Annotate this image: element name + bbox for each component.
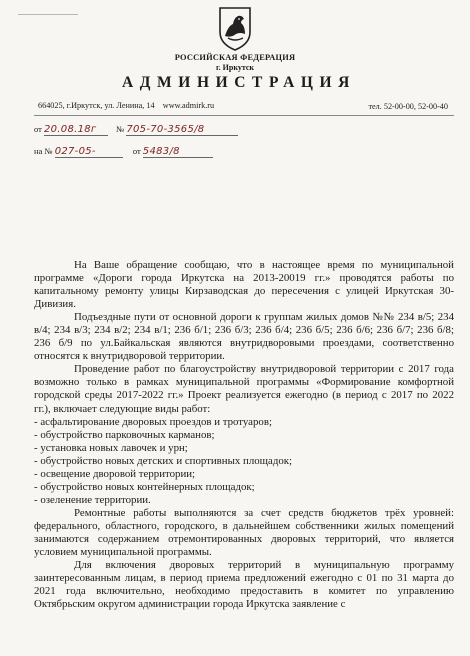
reference-number-field [55, 146, 123, 158]
work-list-item: - обустройство новых детских и спортивных площадок; [34, 454, 293, 467]
reference-date-field [143, 146, 213, 158]
work-list-item: - освещение дворовой территории; [34, 467, 196, 480]
reference-date-label: от [132, 146, 141, 156]
reference-row [34, 146, 213, 158]
city-name: г. Иркутск [215, 63, 255, 72]
paragraph-funding: Ремонтные работы выполняются за счет средств бюджетов трёх уровней: федерального, областного, городского, в дальнейшем собственники жилых помещений занимаются содержанием отремонтированных дворовых территорий, что является условием муниципальной программы. [34, 506, 454, 559]
paragraph-access-roads: Подъездные пути от основной дороги к группам жилых домов №№ 234 в/5; 234 в/4; 234 в/3; 234 в/2; 234 в/1; 236 б/1; 236 б/3; 236 б/4; 236 б/5; 236 б/6; 236 б/7; 236 б/8; 236 б/9 по ул.Байкальская являются внутридворовыми проездами, соответственно относятся к внутридворовой территории. [34, 311, 454, 363]
coat-of-arms-icon [216, 6, 254, 52]
outgoing-ref-row [34, 124, 238, 136]
country-name: РОССИЙСКАЯ ФЕДЕРАЦИЯ [174, 53, 296, 62]
reference-number-label: на № [34, 146, 53, 156]
work-list-item: - асфальтирование дворовых проездов и тротуаров; [34, 415, 272, 428]
phone-numbers: тел. 52-00-00, 52-00-40 [368, 102, 448, 111]
paragraph-reply: На Ваше обращение сообщаю, что в настоящее время по муниципальной программе «Дороги города Иркутска на 2013-20019 гг.» проводятся работы по капитальному ремонту улицы Кирзаводская до пересечения с улицей Иркутская 30-Дивизия. [34, 259, 454, 311]
reference-number-value: 027-05- [54, 146, 96, 157]
letter-body [34, 259, 454, 611]
paragraph-program: Проведение работ по благоустройству внутридворовой территории с 2017 года возможно только в рамках муниципальной программы «Формирование комфортной городской среды 2017-2022 гг.» Проект реализуется ежегодно (в период с 2017 по 2022 гг.), включает следующие виды работ: [34, 363, 454, 415]
outgoing-date-label: от [34, 124, 42, 134]
outgoing-number-value: 705-70-3565/8 [126, 124, 205, 135]
outgoing-number-field [126, 124, 238, 136]
work-list-item: - озеленение территории. [34, 493, 151, 506]
work-list-item: - обустройство новых контейнерных площадок; [34, 480, 255, 493]
reference-date-value: 5483/8 [142, 146, 180, 157]
work-list-item: - обустройство парковочных карманов; [34, 428, 215, 441]
outgoing-date-field [44, 124, 108, 136]
scan-mark [18, 14, 78, 15]
paragraph-application: Для включения дворовых территорий в муниципальную программу заинтересованным лицам, в период приема предложений ежегодно с 01 по 31 марта до 2021 года включительно, необходимо предоставить в комитет по управлению Октябрьским округом администрации города Иркутска заявление с [34, 559, 454, 611]
administration-title: АДМИНИСТРАЦИЯ [122, 74, 356, 91]
address-block [38, 101, 214, 110]
work-list-item: - установка новых лавочек и урн; [34, 441, 188, 454]
website-link: www.admirk.ru [162, 101, 215, 110]
outgoing-date-value: 20.08.18г [43, 124, 97, 135]
outgoing-number-label: № [116, 124, 125, 134]
postal-address: 664025, г.Иркутск, ул. Ленина, 14 [38, 101, 155, 110]
header-divider [34, 115, 454, 116]
